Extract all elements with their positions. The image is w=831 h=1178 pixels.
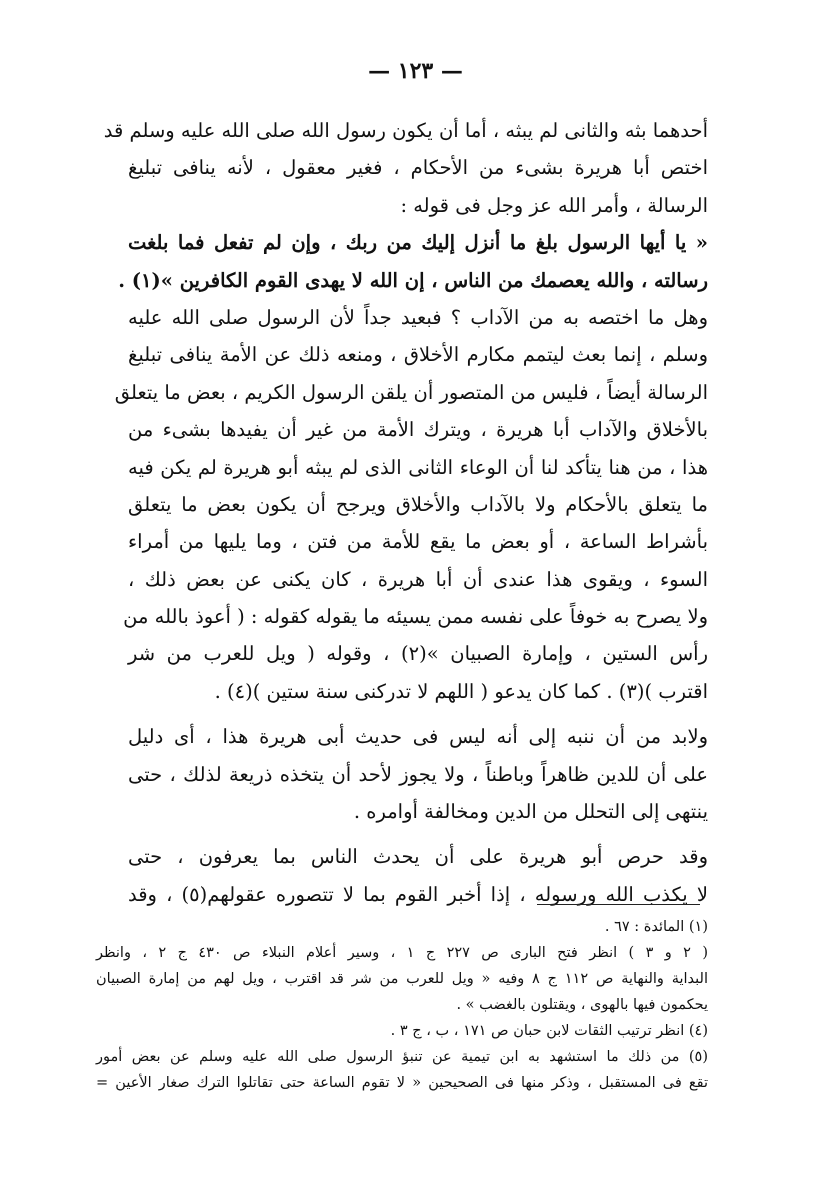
text-line: بأشراط الساعة ، أو بعض ما يقع للأمة من فتن ، وما يليها من أمراء	[128, 530, 708, 554]
text-line: ما يتعلق بالأحكام ولا بالآداب والأخلاق ويرجح أن يكون بعض ما يتعلق	[128, 492, 708, 516]
text-line: وهل ما اختصه به من الآداب ؟ فبعيد جداً لأن الرسول صلى الله عليه	[128, 305, 708, 329]
text-line: ولابد من أن ننبه إلى أنه ليس فى حديث أبى هريرة هذا ، أى دليل	[128, 725, 708, 749]
footnote-line: البداية والنهاية ص ١١٢ ج ٨ وفيه « ويل للعرب من شر قد اقترب ، ويل لهم من إمارة الصبيان	[96, 971, 708, 987]
text-line: اقترب )(٣) . كما كان يدعو ( اللهم لا تدركنى سنة ستين )(٤) .	[214, 679, 708, 703]
text-line: لا يكذب الله ورسوله ، إذا أخبر القوم بما لا تتصوره عقولهم(٥) ، وقد	[128, 882, 708, 906]
text-line: وقد حرص أبو هريرة على أن يحدث الناس بما يعرفون ، حتى	[128, 845, 708, 869]
text-line: السوء ، ويقوى هذا عندى أن أبا هريرة ، كان يكنى عن بعض ذلك ،	[128, 567, 708, 591]
footnote-line: (٥) من ذلك ما استشهد به ابن تيمية عن تنبؤ الرسول صلى الله عليه وسلم عن بعض أمور	[96, 1049, 708, 1065]
footnote-line: تقع فى المستقبل ، وذكر منها فى الصحيحين « لا تقوم الساعة حتى تقاتلوا الترك صغار الأعين =	[96, 1075, 708, 1091]
footnote-separator	[537, 904, 700, 905]
text-line: الرسالة ، وأمر الله عز وجل فى قوله :	[400, 193, 708, 217]
text-line: الرسالة أيضاً ، فليس من المتصور أن يلقن الرسول الكريم ، بعض ما يتعلق	[114, 380, 708, 404]
footnote-line: (١) المائدة : ٦٧ .	[604, 919, 708, 935]
text-line: ولا يصرح به خوفاً على نفسه ممن يسيئه ما يقوله كقوله : ( أعوذ بالله من	[123, 605, 708, 629]
text-line: ينتهى إلى التحلل من الدين ومخالفة أوامره .	[353, 800, 708, 824]
footnote-line: يحكمون فيها بالهوى ، ويقتلون بالغضب » .	[456, 997, 708, 1013]
text-line: وسلم ، إنما بعث ليتمم مكارم الأخلاق ، ومنعه ذلك عن الأمة ينافى تبليغ	[128, 343, 708, 367]
footnotes	[96, 914, 708, 1096]
text-line: بالأخلاق والآداب أبا هريرة ، ويترك الأمة من غير أن يفيدها بشىء من	[128, 418, 708, 442]
text-line: على أن للدين ظاهراً وباطناً ، ولا يجوز لأحد أن يتخذه ذريعة لذلك ، حتى	[128, 762, 708, 786]
text-line: أحدهما بثه والثانى لم يبثه ، أما أن يكون رسول الله صلى الله عليه وسلم قد	[103, 119, 708, 142]
footnote-line: (٤) انظر ترتيب الثقات لابن حبان ص ١٧١ ، ب ، ج ٣ .	[390, 1023, 708, 1039]
footnote-line: ( ٢ و ٣ ) انظر فتح البارى ص ٢٢٧ ج ١ ، وسير أعلام النبلاء ص ٤٣٠ ج ٢ ، وانظر	[96, 945, 708, 961]
main-text	[103, 112, 708, 913]
quran-verse-line: رسالته ، والله يعصمك من الناس ، إن الله لا يهدى القوم الكافرين »(١) .	[118, 268, 708, 292]
text-line: اختص أبا هريرة بشىء من الأحكام ، فغير معقول ، لأنه ينافى تبليغ	[128, 156, 708, 180]
quran-verse-line: « يا أيها الرسول بلغ ما أنزل إليك من ربك ، وإن لم تفعل فما بلغت	[128, 231, 708, 255]
text-line: رأس الستين ، وإمارة الصبيان »(٢) ، وقوله ( ويل للعرب من شر	[128, 642, 708, 666]
text-line: هذا ، من هنا يتأكد لنا أن الوعاء الثانى الذى لم يبثه أبو هريرة لم يكن فيه	[128, 455, 708, 479]
page-number: — ١٢٣ —	[368, 58, 463, 84]
